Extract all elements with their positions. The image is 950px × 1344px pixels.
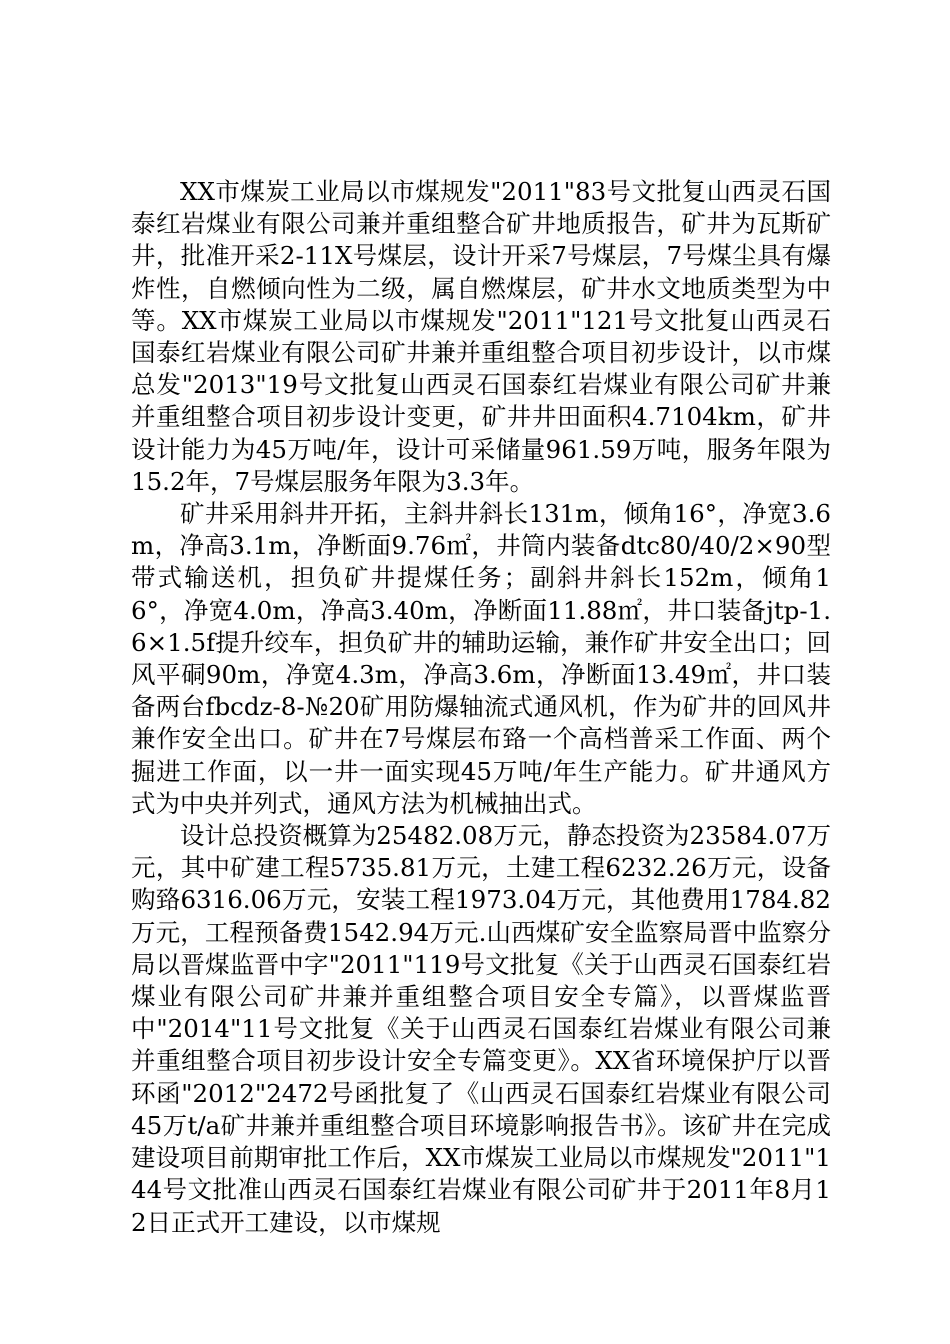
paragraph-shaft-development: 矿井采用斜井开拓，主斜井斜长131m，倾角16°，净宽3.6m，净高3.1m，净断面9.76㎡，井筒内装备dtc80/40/2×90型带式输送机，担负矿井提煤任务；副斜井斜长152m，倾角16°，净宽4.0m，净高3.40m，净断面11.88㎡，井口装备jtp-1.6×1.5f提升绞车，担负矿井的辅助运输，兼作矿井安全出口；回风平硐90m，净宽4.3m，净高3.6m，净断面13.49㎡，井口装备两台fbcdz-8-№20矿用防爆轴流式通风机，作为矿井的回风井兼作安全出口。矿井在7号煤层布臵一个高档普采工作面、两个掘进工作面，以一井一面实现45万吨/年生产能力。矿井通风方式为中央并列式，通风方法为机械抽出式。 [131, 499, 831, 818]
paragraph-investment-approval: 设计总投资概算为25482.08万元，静态投资为23584.07万元，其中矿建工程5735.81万元，土建工程6232.26万元，设备购臵6316.06万元，安装工程1973.04万元，其他费用1784.82万元，工程预备费1542.94万元.山西煤矿安全监察局晋中监察分局以晋煤监晋中字"2011"119号文批复《关于山西灵石国泰红岩煤业有限公司矿井兼并重组整合项目安全专篇》，以晋煤监晋中"2014"11号文批复《关于山西灵石国泰红岩煤业有限公司兼并重组整合项目初步设计安全专篇变更》。XX省环境保护厅以晋环函"2012"2472号函批复了《山西灵石国泰红岩煤业有限公司45万t/a矿井兼并重组整合项目环境影响报告书》。该矿井在完成建设项目前期审批工作后，XX市煤炭工业局以市煤规发"2011"144号文批准山西灵石国泰红岩煤业有限公司矿井于2011年8月12日正式开工建设，以市煤规 [131, 821, 831, 1237]
document-body [131, 176, 831, 1239]
paragraph-geology-design: XX市煤炭工业局以市煤规发"2011"83号文批复山西灵石国泰红岩煤业有限公司兼并重组整合矿井地质报告，矿井为瓦斯矿井，批准开采2-11X号煤层，设计开采7号煤层，7号煤尘具有爆炸性，自燃倾向性为二级，属自燃煤层，矿井水文地质类型为中等。XX市煤炭工业局以市煤规发"2011"121号文批复山西灵石国泰红岩煤业有限公司矿井兼并重组整合项目初步设计，以市煤总发"2013"19号文批复山西灵石国泰红岩煤业有限公司矿井兼并重组整合项目初步设计变更，矿井井田面积4.7104km，矿井设计能力为45万吨/年，设计可采储量961.59万吨，服务年限为15.2年，7号煤层服务年限为3.3年。 [131, 177, 831, 496]
